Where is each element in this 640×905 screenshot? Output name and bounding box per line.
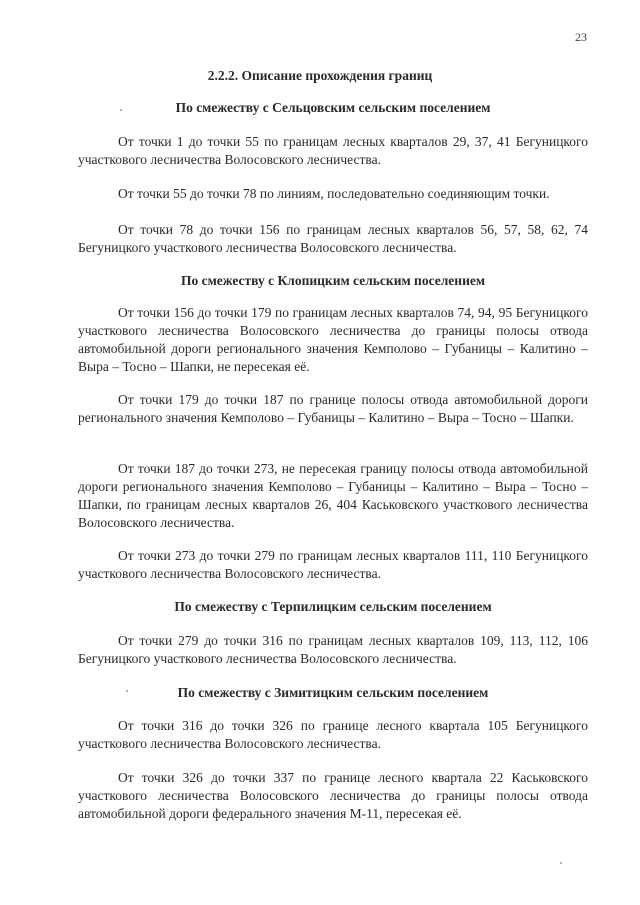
section-heading: По смежеству с Сельцовским сельским поселением [175,100,491,115]
paragraph-text: От точки 279 до точки 316 по границам лесных кварталов 109, 113, 112, 106 Бегуницкого участкового лесничества Волосовского лесничества. [78,633,588,666]
scan-speck [126,690,128,692]
heading-klopitskoe [78,272,588,290]
page-number: 23 [575,30,587,44]
section-heading: По смежеству с Клопицким сельским поселением [180,273,486,288]
paragraph [78,221,588,257]
paragraph-text: От точки 326 до точки 337 по границе лесного квартала 22 Каськовского участкового лесничества Волосовского лесничества до границы полосы отвода автомобильной дороги федерального значения М-11, пересекая её. [78,770,588,821]
paragraph [78,391,588,427]
paragraph-text: От точки 55 до точки 78 по линиям, последовательно соединяющим точки. [118,186,550,201]
section-heading: По смежеству с Зимитицким сельским поселением [177,685,489,700]
heading-terpilitskoe [78,598,588,616]
heading-zimititskoe [78,684,588,702]
paragraph-text: От точки 179 до точки 187 по границе полосы отвода автомобильной дороги регионального значения Кемполово – Губаницы – Калитино – Выра – Тосно – Шапки. [78,392,588,425]
paragraph [78,547,588,583]
paragraph [78,133,588,169]
paragraph-text: От точки 187 до точки 273, не пересекая границу полосы отвода автомобильной дороги регионального значения Кемполово – Губаницы – Калитино – Выра – Тосно – Шапки, по границам лесных кварталов 26, 404 Каськовского участкового лесничества Волосовского лесничества. [78,461,588,530]
section-heading: По смежеству с Терпилицким сельским поселением [174,599,492,614]
paragraph [78,717,588,753]
scan-speck [560,862,562,864]
paragraph-text: От точки 273 до точки 279 по границам лесных кварталов 111, 110 Бегуницкого участкового лесничества Волосовского лесничества. [78,548,588,581]
paragraph-text: От точки 316 до точки 326 по границе лесного квартала 105 Бегуницкого участкового лесничества Волосовского лесничества. [78,718,588,751]
scan-speck [120,109,122,111]
paragraph [78,185,588,203]
paragraph [78,769,588,823]
paragraph [78,304,588,376]
paragraph [78,632,588,668]
paragraph-text: От точки 78 до точки 156 по границам лесных кварталов 56, 57, 58, 62, 74 Бегуницкого участкового лесничества Волосовского лесничества. [78,222,588,255]
section-title: 2.2.2. Описание прохождения границ [207,68,433,83]
paragraph-text: От точки 1 до точки 55 по границам лесных кварталов 29, 37, 41 Бегуницкого участкового лесничества Волосовского лесничества. [78,134,588,167]
paragraph-text: От точки 156 до точки 179 по границам лесных кварталов 74, 94, 95 Бегуницкого участкового лесничества Волосовского лесничества до границы полосы отвода автомобильной дороги регионального значения Кемполово – Губаницы – Калитино – Выра – Тосно – Шапки, не пересекая её. [78,305,588,374]
heading-seltsovskoe [78,99,588,117]
paragraph [78,460,588,532]
